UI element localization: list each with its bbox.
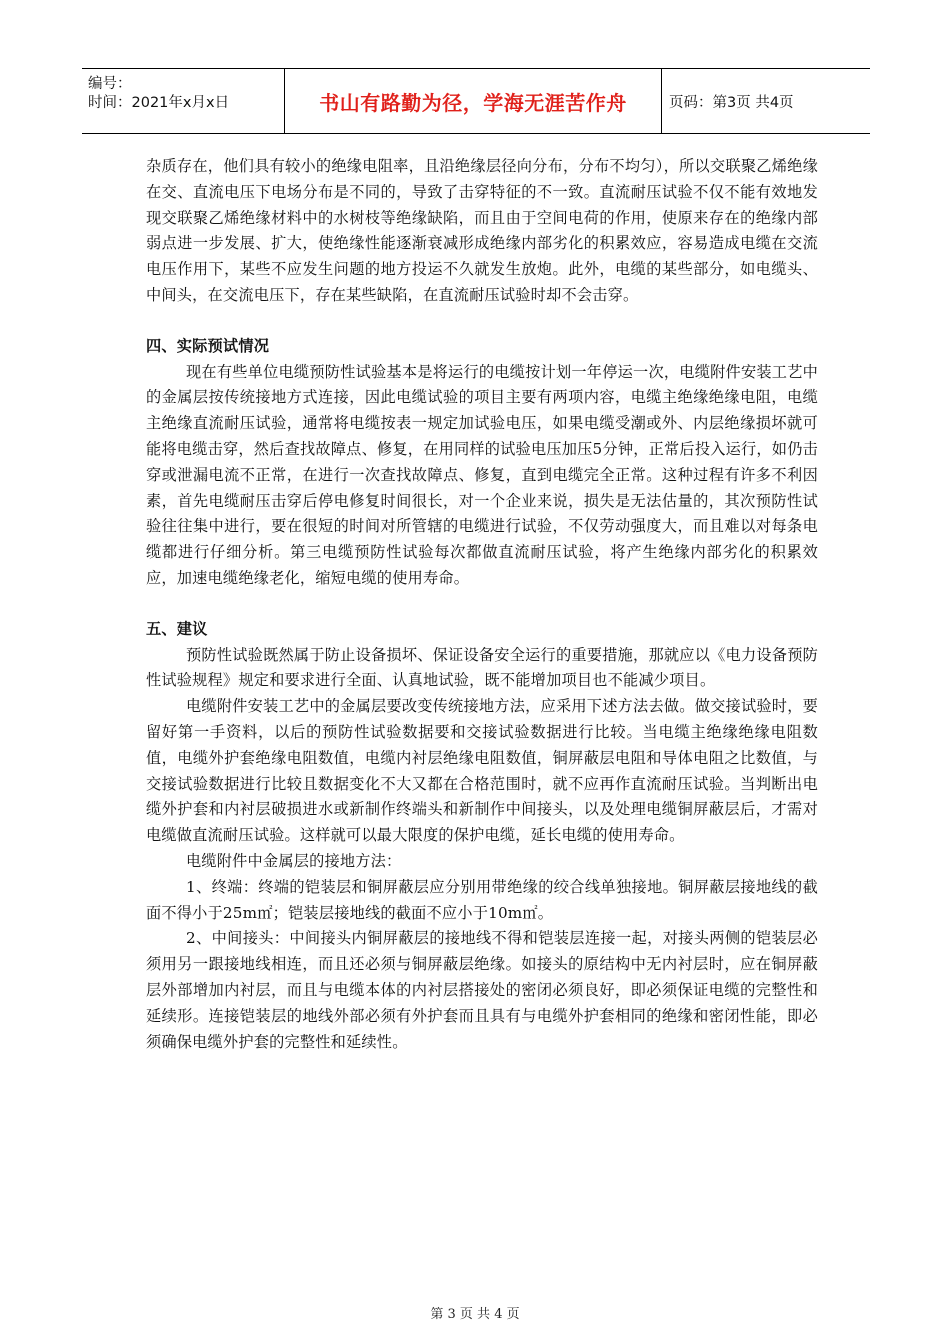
document-header [82, 68, 870, 134]
section5-paragraph-5: 2、中间接头：中间接头内铜屏蔽层的接地线不得和铠装层连接一起，对接头两侧的铠装层必须用另一跟接地线相连，而且还必须与铜屏蔽层绝缘。如接头的原结构中无内衬层时，应在铜屏蔽层外部增加内衬层，而且与电缆本体的内衬层搭接处的密闭必须良好，即必须保证电缆的完整性和延续形。连接铠装层的地线外部必须有外护套而且具有与电缆外护套相同的绝缘和密闭性能，即必须确保电缆外护套的完整性和延续性。 [146, 929, 818, 1051]
section4-heading: 四、实际预试情况 [146, 336, 270, 355]
section4-paragraph: 现在有些单位电缆预防性试验基本是将运行的电缆按计划一年停运一次，电缆附件安装工艺中的金属层按传统接地方式连接，因此电缆试验的项目主要有两项内容，电缆主绝缘绝缘电阻，电缆主绝缘直流耐压试验，通常将电缆按表一规定加试验电压，如果电缆受潮或外、内层绝缘损坏就可能将电缆击穿，然后查找故障点、修复，在用同样的试验电压加压5分钟，正常后投入运行，如仍击穿或泄漏电流不正常，在进行一次查找故障点、修复，直到电缆完全正常。这种过程有许多不利因素，首先电缆耐压击穿后停电修复时间很长，对一个企业来说，损失是无法估量的，其次预防性试验往往集中进行，要在很短的时间对所管辖的电缆进行试验，不仅劳动强度大，而且难以对每条电缆都进行仔细分析。第三电缆预防性试验每次都做直流耐压试验，将产生绝缘内部劣化的积累效应，加速电缆绝缘老化，缩短电缆的使用寿命。 [146, 362, 818, 587]
page-footer: 第 3 页 共 4 页 [430, 1307, 520, 1322]
header-page-info: 页码：第3页 共4页 [669, 94, 794, 111]
section5-heading: 五、建议 [146, 619, 208, 638]
intro-paragraph: 杂质存在，他们具有较小的绝缘电阻率，且沿绝缘层径向分布，分布不均匀），所以交联聚乙烯绝缘在交、直流电压下电场分布是不同的，导致了击穿特征的不一致。直流耐压试验不仅不能有效地发现交联聚乙烯绝缘材料中的水树枝等绝缘缺陷，而且由于空间电荷的作用，使原来存在的绝缘内部弱点进一步发展、扩大，使绝缘性能逐渐衰减形成绝缘内部劣化的积累效应，容易造成电缆在交流电压作用下，某些不应发生问题的地方投运不久就发生放炮。此外，电缆的某些部分，如电缆头、中间头，在交流电压下，存在某些缺陷，在直流耐压试验时却不会击穿。 [146, 157, 818, 304]
section5-paragraph-2: 电缆附件安装工艺中的金属层要改变传统接地方法，应采用下述方法去做。做交接试验时，要留好第一手资料，以后的预防性试验数据要和交接试验数据进行比较。当电缆主绝缘绝缘电阻数值，电缆外护套绝缘电阻数值，电缆内衬层绝缘电阻数值，铜屏蔽层电阻和导体电阻之比数值，与交接试验数据进行比较且数据变化不大又都在合格范围时，就不应再作直流耐压试验。当判断出电缆外护套和内衬层破损进水或新制作终端头和新制作中间接头，以及处理电缆铜屏蔽层后，才需对电缆做直流耐压试验。这样就可以最大限度的保护电缆，延长电缆的使用寿命。 [146, 697, 818, 845]
header-motto: 书山有路勤为径，学海无涯苦作舟 [319, 90, 627, 115]
header-divider [661, 69, 662, 133]
section-spacer [146, 309, 818, 334]
section5-paragraph-4: 1、终端：终端的铠装层和铜屏蔽层应分别用带绝缘的绞合线单独接地。铜屏蔽层接地线的截面不得小于25m㎡；铠装层接地线的截面不应小于10m㎡。 [146, 877, 818, 922]
document-body [146, 154, 818, 1055]
section5-paragraph-3: 电缆附件中金属层的接地方法： [186, 851, 402, 870]
document-number-label: 编号： [88, 76, 132, 92]
section-spacer [146, 592, 818, 617]
section5-paragraph-1: 预防性试验既然属于防止设备损坏、保证设备安全运行的重要措施，那就应以《电力设备预防性试验规程》规定和要求进行全面、认真地试验，既不能增加项目也不能减少项目。 [146, 645, 818, 690]
document-time-label: 时间：2021年x月x日 [88, 95, 230, 111]
header-meta-cell [82, 69, 284, 133]
